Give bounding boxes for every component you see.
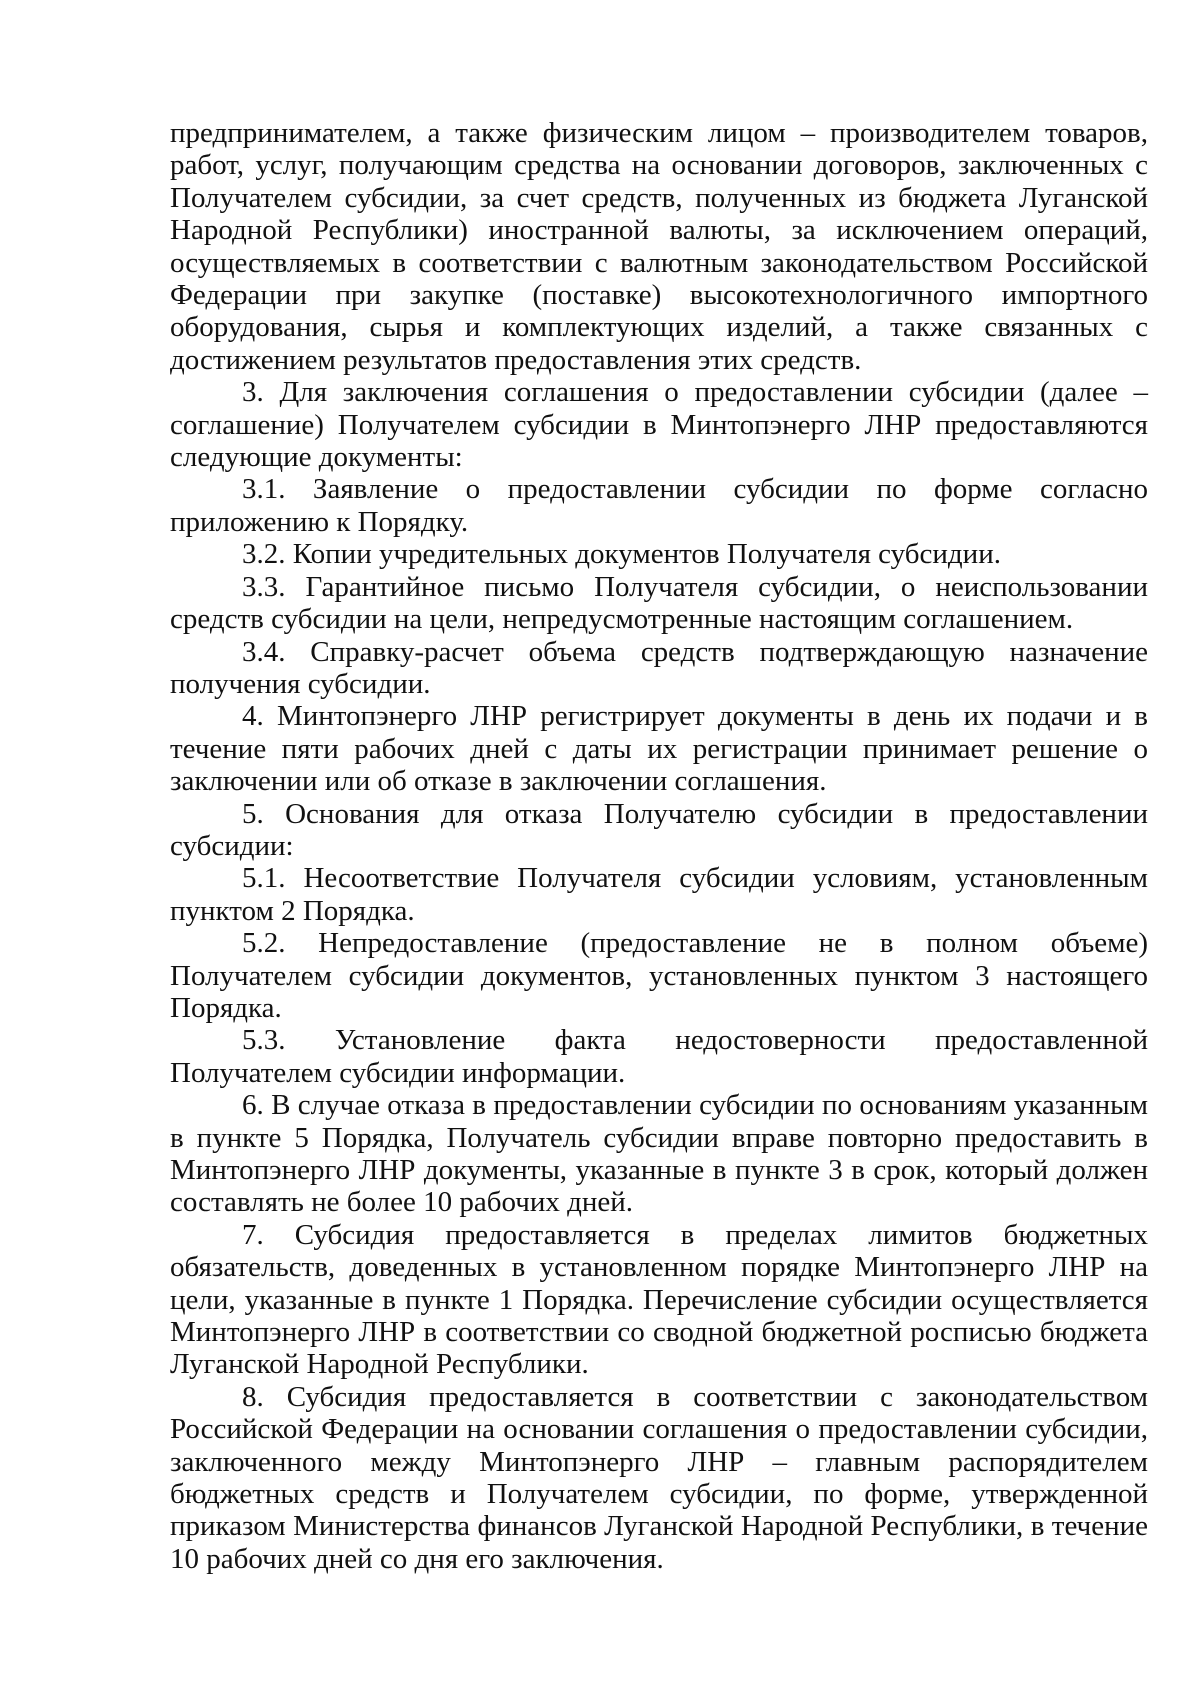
paragraph-item-3-3: 3.3. Гарантийное письмо Получателя субсидии, о неиспользовании средств субсидии на цели, непредусмотренные настоящим соглашением. (170, 570, 1148, 636)
paragraph-item-5-1: 5.1. Несоответствие Получателя субсидии условиям, установленным пунктом 2 Порядка. (170, 862, 1148, 927)
paragraph-item-4: 4. Минтопэнерго ЛНР регистрирует документы в день их подачи и в течение пяти рабочих дней с даты их регистрации принимает решение о заключении или об отказе в заключении соглашения. (170, 700, 1148, 798)
paragraph-item-5: 5. Основания для отказа Получателю субсидии в предоставлении субсидии: (170, 797, 1148, 862)
paragraph-item-8: 8. Субсидия предоставляется в соответствии с законодательством Российской Федерации на основании соглашения о предоставлении субсидии, заключенного между Минтопэнерго ЛНР – главным распорядителем бюджетных средств и Получателем субсидии, по форме, утвержденной приказом Министерства финансов Луганской Народной Республики, в течение 10 рабочих дней со дня его заключения. (170, 1380, 1148, 1575)
paragraph-item-3-2: 3.2. Копии учредительных документов Получателя субсидии. (242, 538, 1001, 571)
paragraph-item-7: 7. Субсидия предоставляется в пределах лимитов бюджетных обязательств, доведенных в установленном порядке Минтопэнерго ЛНР на цели, указанные в пункте 1 Порядка. Перечисление субсидии осуществляется Минтопэнерго ЛНР в соответствии со сводной бюджетной росписью бюджета Луганской Народной Республики. (170, 1218, 1148, 1381)
paragraph-item-3-4: 3.4. Справку-расчет объема средств подтверждающую назначение получения субсидии. (170, 635, 1148, 700)
paragraph-continuation: предпринимателем, а также физическим лицом – производителем товаров, работ, услуг, получающим средства на основании договоров, заключенных с Получателем субсидии, за счет средств, полученных из бюджета Луганской Народной Республики) иностранной валюты, за исключением операций, осуществляемых в соответствии с валютным законодательством Российской Федерации при закупке (поставке) высокотехнологичного импортного оборудования, сырья и комплектующих изделий, а также связанных с достижением результатов предоставления этих средств. (170, 117, 1148, 376)
document-body (170, 117, 1148, 1575)
paragraph-item-6: 6. В случае отказа в предоставлении субсидии по основаниям указанным в пункте 5 Порядка, Получатель субсидии вправе повторно предоставить в Минтопэнерго ЛНР документы, указанные в пункте 3 в срок, который должен составлять не более 10 рабочих дней. (170, 1089, 1148, 1219)
paragraph-item-5-3: 5.3. Установление факта недостоверности предоставленной Получателем субсидии информации. (170, 1024, 1148, 1089)
paragraph-item-3-1: 3.1. Заявление о предоставлении субсидии по форме согласно приложению к Порядку. (170, 473, 1148, 538)
paragraph-item-5-2: 5.2. Непредоставление (предоставление не в полном объеме) Получателем субсидии документов, установленных пунктом 3 настоящего Порядка. (170, 927, 1148, 1024)
paragraph-item-3: 3. Для заключения соглашения о предоставлении субсидии (далее – соглашение) Получателем субсидии в Минтопэнерго ЛНР предоставляются следующие документы: (170, 376, 1148, 474)
